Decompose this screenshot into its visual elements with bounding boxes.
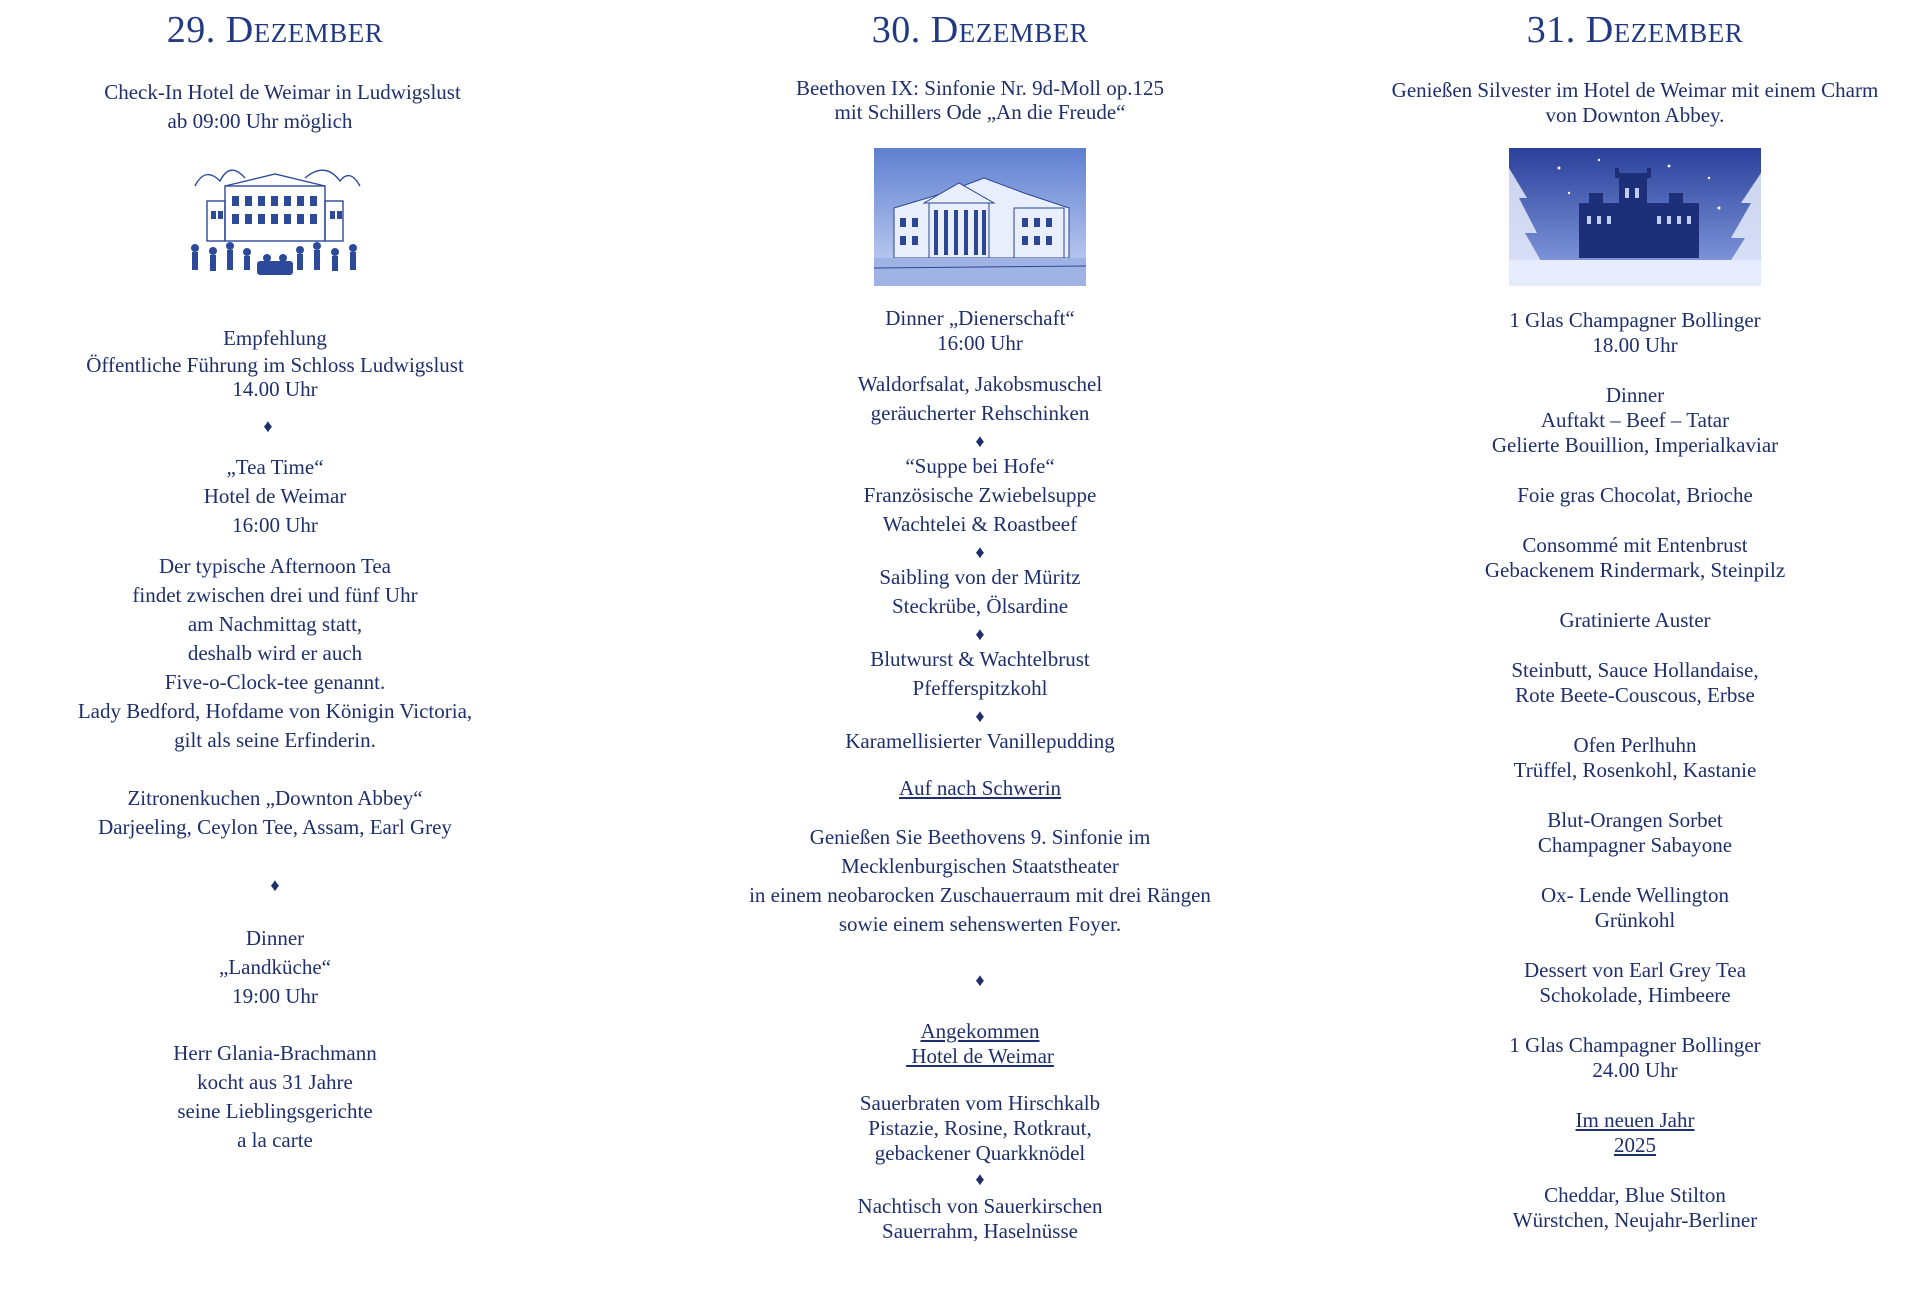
month: Dezember <box>225 9 384 51</box>
diamond-separator: ♦ <box>975 542 985 562</box>
course-5: Karamellisierter Vanillepudding <box>845 729 1115 753</box>
tea-time-block: „Tea Time“ Hotel de Weimar 16:00 Uhr <box>203 455 347 537</box>
champagne-1: 1 Glas Champagner Bollinger 18.00 Uhr <box>1509 308 1761 357</box>
menu-course-7: Blut-Orangen Sorbet Champagner Sabayone <box>1537 808 1733 857</box>
tea-menu: Zitronenkuchen „Downton Abbey“ Darjeeling, Ceylon Tee, Assam, Earl Grey <box>98 786 452 839</box>
diamond-separator: ♦ <box>975 624 985 644</box>
diamond-separator: ♦ <box>975 431 985 451</box>
month: Dezember <box>930 9 1089 51</box>
chef-block: Herr Glania-Brachmann kocht aus 31 Jahre seine Lieblingsgerichte a la carte <box>173 1041 377 1152</box>
theater-photo-image <box>874 148 1086 286</box>
day-heading: 29. Dezember <box>166 9 384 51</box>
section-arrived: Angekommen Hotel de Weimar <box>906 1019 1054 1068</box>
month: Dezember <box>1585 9 1744 51</box>
diamond-separator: ♦ <box>975 1169 985 1189</box>
menu-course-4: Gratinierte Auster <box>1559 608 1711 632</box>
menu-course-1: Dinner Auftakt – Beef – Tatar Gelierte Bouillion, Imperialkaviar <box>1491 383 1779 457</box>
downton-abbey-winter-image <box>1509 148 1761 286</box>
diamond-separator: ♦ <box>263 416 273 436</box>
menu-course-9: Dessert von Earl Grey Tea Schokolade, Himbeere <box>1523 958 1747 1007</box>
menu-course-2: Foie gras Chocolat, Brioche <box>1517 483 1753 507</box>
section-new-year: Im neuen Jahr 2025 <box>1575 1108 1695 1157</box>
late-course-1: Sauerbraten vom Hirschkalb Pistazie, Rosine, Rotkraut, gebackener Quarkknödel <box>859 1091 1101 1165</box>
tea-description: Der typische Afternoon Tea findet zwischen drei und fünf Uhr am Nachmittag statt, deshalb wird er auch Five-o-Clock-tee genannt. Lady Bedford, Hofdame von Königin Victoria, gilt als seine Erfinderin. <box>77 554 473 752</box>
diamond-separator: ♦ <box>975 706 985 726</box>
diamond-separator: ♦ <box>270 875 280 895</box>
castle-sketch-image <box>185 156 365 286</box>
recommendation-block: Empfehlung Öffentliche Führung im Schloss Ludwigslust 14.00 Uhr <box>86 326 464 401</box>
checkin-text: Check-In Hotel de Weimar in Ludwigslust ab 09:00 Uhr möglich <box>104 80 461 133</box>
menu-course-8: Ox- Lende Wellington Grünkohl <box>1540 883 1730 932</box>
schwerin-description: Genießen Sie Beethovens 9. Sinfonie im Mecklenburgischen Staatstheater in einem neobarocken Zuschauerraum mit drei Rängen sowie einem sehenswerten Foyer. <box>749 825 1211 936</box>
course-4: Blutwurst & Wachtelbrust Pfefferspitzkohl <box>870 647 1090 700</box>
course-2: “Suppe bei Hofe“ Französische Zwiebelsuppe Wachtelei & Roastbeef <box>863 454 1097 536</box>
dinner-block: Dinner „Landküche“ 19:00 Uhr <box>219 926 331 1008</box>
menu-course-3: Consommé mit Entenbrust Gebackenem Rindermark, Steinpilz <box>1484 533 1786 582</box>
menu-course-6: Ofen Perlhuhn Trüffel, Rosenkohl, Kastanie <box>1513 733 1757 782</box>
new-year-menu: Cheddar, Blue Stilton Würstchen, Neujahr-Berliner <box>1512 1183 1758 1232</box>
champagne-2: 1 Glas Champagner Bollinger 24.00 Uhr <box>1509 1033 1761 1082</box>
column-dec-31 <box>1355 0 1915 1233</box>
column-dec-30 <box>710 0 1250 1244</box>
concert-intro: Beethoven IX: Sinfonie Nr. 9d-Moll op.125 mit Schillers Ode „An die Freude“ <box>795 76 1165 124</box>
course-1: Waldorfsalat, Jakobsmuschel geräucherter Rehschinken <box>857 372 1103 425</box>
day-heading: 30. Dezember <box>871 9 1089 51</box>
menu-course-5: Steinbutt, Sauce Hollandaise, Rote Beete-Couscous, Erbse <box>1511 658 1759 707</box>
dinner-header: Dinner „Dienerschaft“ 16:00 Uhr <box>885 306 1075 355</box>
column-dec-29 <box>40 0 510 1155</box>
section-schwerin: Auf nach Schwerin <box>898 776 1062 800</box>
day-heading: 31. Dezember <box>1526 9 1744 51</box>
silvester-intro: Genießen Silvester im Hotel de Weimar mit einem Charm von Downton Abbey. <box>1391 78 1879 127</box>
course-3: Saibling von der Müritz Steckrübe, Ölsardine <box>879 565 1081 618</box>
late-course-2: Nachtisch von Sauerkirschen Sauerrahm, Haselnüsse <box>857 1194 1103 1243</box>
diamond-separator: ♦ <box>975 970 985 990</box>
